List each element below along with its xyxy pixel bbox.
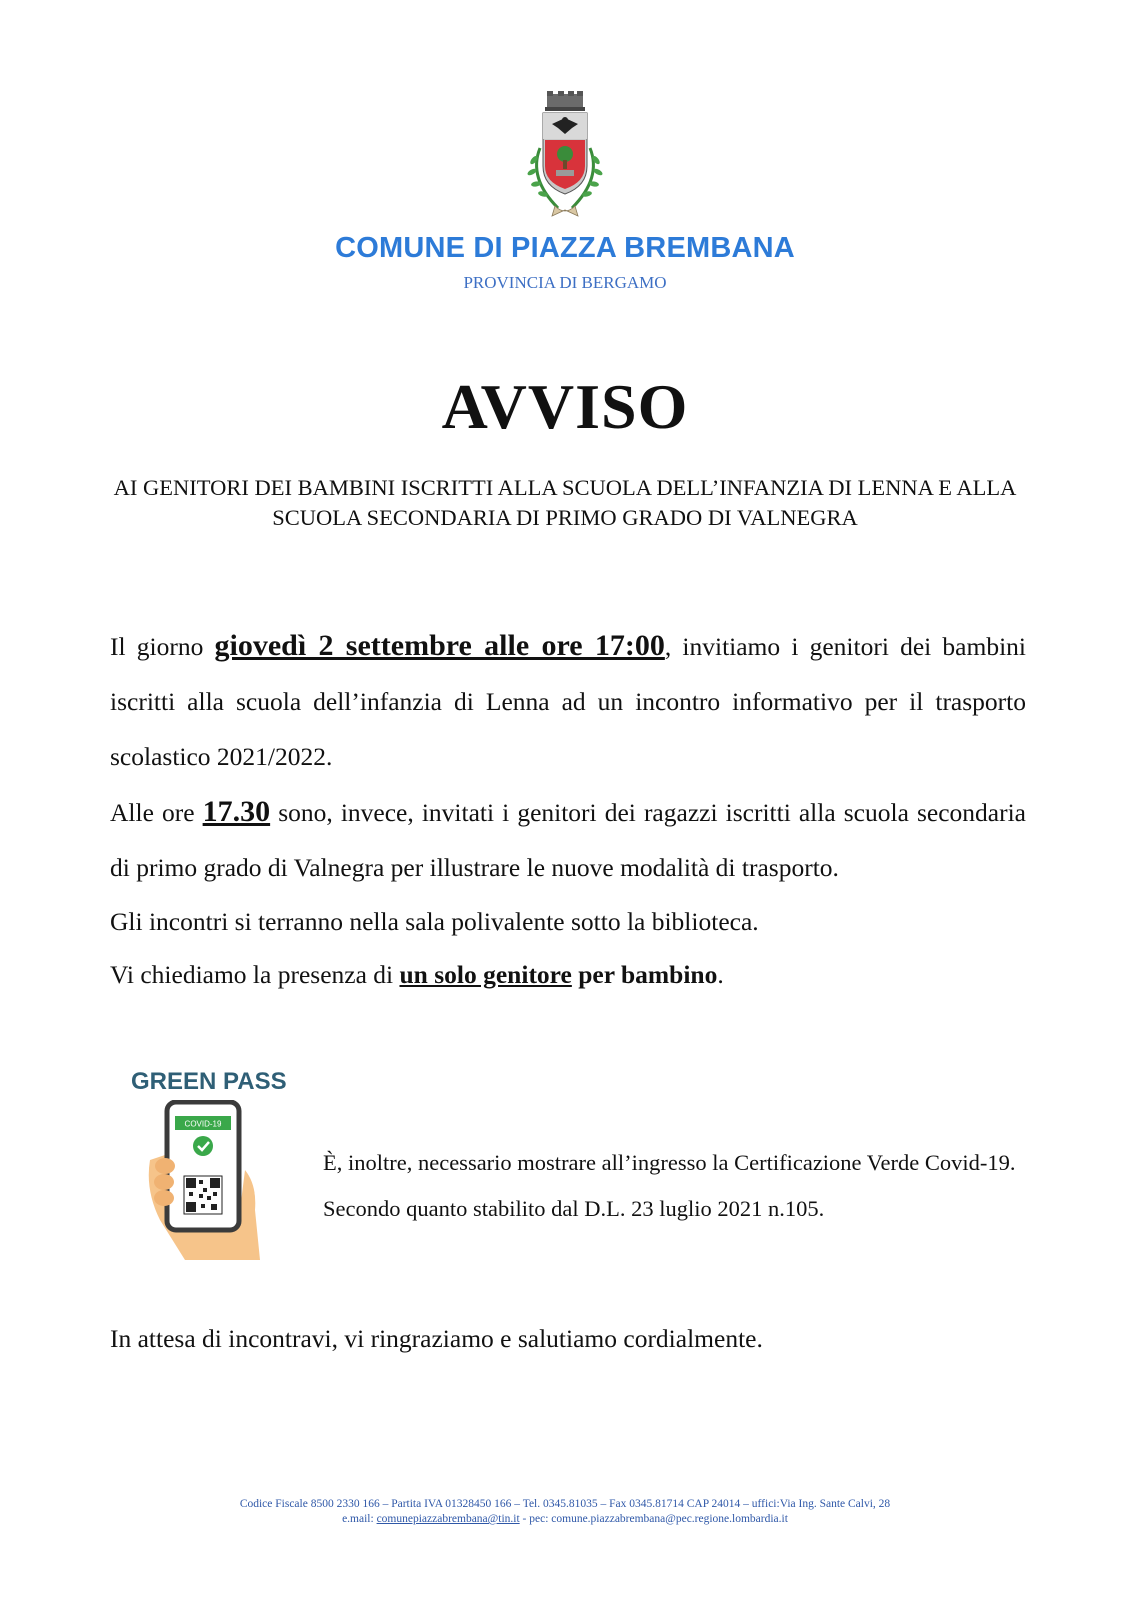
footer-email: comunepiazzabrembana@tin.it xyxy=(376,1513,520,1525)
notice-subtitle: AI GENITORI DEI BAMBINI ISCRITTI ALLA SCUOLA DELL’INFANZIA DI LENNA E ALLA SCUOLA SECONDARIA DI PRIMO GRADO DI VALNEGRA xyxy=(113,475,1017,530)
one-parent-emphasis: un solo genitore xyxy=(399,960,572,989)
municipal-crest-logo xyxy=(510,88,620,228)
paragraph-location: Gli incontri si terranno nella sala polivalente sotto la biblioteca. xyxy=(110,907,759,936)
notice-title: AVVISO xyxy=(441,371,689,442)
footer-fiscal-line: Codice Fiscale 8500 2330 166 – Partita IVA 01328450 166 – Tel. 0345.81035 – Fax 0345.81714 CAP 24014 – uffici:Via Ing. Sante Calvi, 28 xyxy=(239,1498,891,1510)
green-pass-requirement-text: È, inoltre, necessario mostrare all’ingresso la Certificazione Verde Covid-19. Secondo quanto stabilito dal D.L. 23 luglio 2021 n.105. xyxy=(323,1150,1016,1221)
paragraph-meeting-secondaria: Alle ore 17.30 sono, invece, invitati i genitori dei ragazzi iscritti alla scuola secondaria di primo grado di Valnegra per illustrare le nuove modalità di trasporto. xyxy=(110,795,1026,882)
green-pass-label: GREEN PASS xyxy=(131,1068,287,1095)
green-pass-phone-icon xyxy=(145,1100,305,1270)
phone-covid-badge: COVID-19 xyxy=(184,1119,222,1129)
meeting-time: 17.30 xyxy=(202,795,271,828)
paragraph-one-parent: Vi chiediamo la presenza di un solo genitore per bambino. xyxy=(110,960,724,989)
notice-body xyxy=(110,618,1026,1001)
footer-email-line: e.mail: comunepiazzabrembana@tin.it - pec: comune.piazzabrembana@pec.regione.lombardia.it xyxy=(342,1513,788,1525)
municipality-name: COMUNE DI PIAZZA BREMBANA xyxy=(335,232,795,264)
paragraph-meeting-infanzia: Il giorno giovedì 2 settembre alle ore 17:00, invitiamo i genitori dei bambini iscritti alla scuola dell’infanzia di Lenna ad un incontro informativo per il trasporto scolastico 2021/2022. xyxy=(110,629,1026,771)
province-name: PROVINCIA DI BERGAMO xyxy=(463,273,667,292)
meeting-date: giovedì 2 settembre alle ore 17:00 xyxy=(214,629,665,662)
closing-greeting: In attesa di incontravi, vi ringraziamo e salutiamo cordialmente. xyxy=(110,1324,763,1353)
footer-contacts xyxy=(0,1497,1130,1527)
footer-pec: - pec: comune.piazzabrembana@pec.regione.lombardia.it xyxy=(519,1513,788,1525)
